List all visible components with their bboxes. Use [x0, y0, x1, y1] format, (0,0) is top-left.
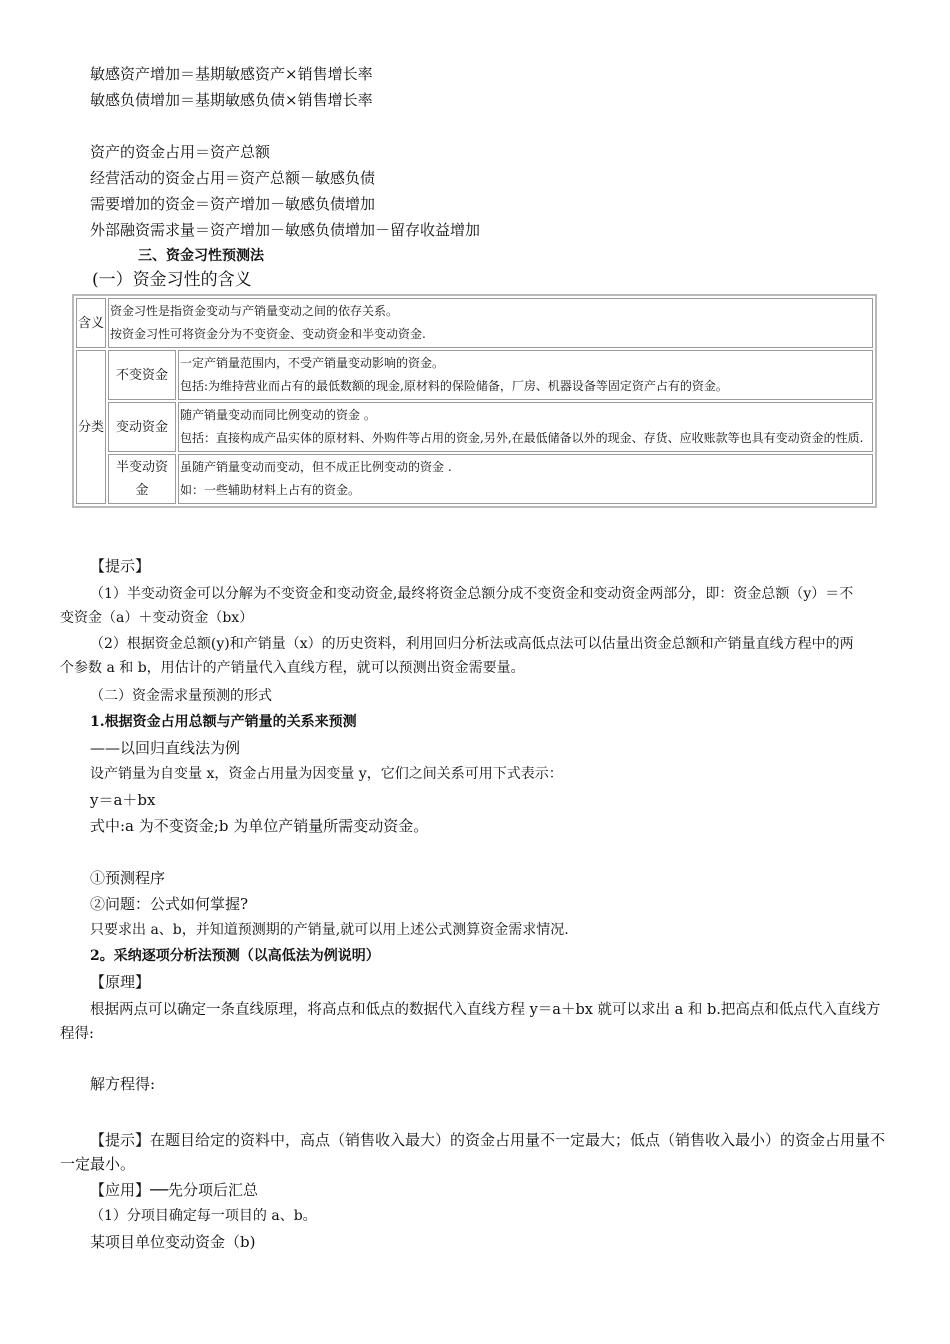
tip-paragraph: （1）半变动资金可以分解为不变资金和变动资金,最终将资金总额分成不变资金和变动资金两部分，即：资金总额（y）＝不变资金（a）＋变动资金（bx） — [60, 586, 854, 626]
text-line: 设产销量为自变量 x，资金占用量为因变量 y，它们之间关系可用下式表示： — [90, 766, 563, 782]
text-line: （1）分项目确定每一项目的 a、b。 — [90, 1208, 317, 1224]
meaning-label: 含义 — [76, 298, 106, 348]
heading: 2。采纳逐项分析法预测（以高低法为例说明） — [90, 948, 380, 964]
row-content — [178, 402, 873, 452]
cell-line: 资金习性是指资金变动与产销量变动之间的依存关系。 — [110, 304, 399, 318]
table-row — [76, 454, 873, 504]
cell-line: 按资金习性可将资金分为不变资金、变动资金和半变动资金. — [110, 327, 426, 341]
text-line: 资产的资金占用＝资产总额 — [90, 143, 271, 161]
text-line: 敏感负债增加＝基期敏感负债×销售增长率 — [90, 91, 373, 109]
definition-table — [72, 294, 877, 508]
text-line: 敏感资产增加＝基期敏感资产×销售增长率 — [90, 65, 373, 83]
row-content — [178, 350, 873, 400]
row-label: 半变动资金 — [108, 454, 176, 504]
row-label: 不变资金 — [108, 350, 176, 400]
text-line: 式中:a 为不变资金;b 为单位产销量所需变动资金。 — [90, 817, 429, 835]
row-label: 变动资金 — [108, 402, 176, 452]
row-content — [178, 454, 873, 504]
text-line: 外部融资需求量＝资产增加－敏感负债增加－留存收益增加 — [90, 221, 481, 239]
text-line: 经营活动的资金占用＝资产总额－敏感负债 — [90, 169, 376, 187]
text-line: 某项目单位变动资金（b) — [90, 1233, 256, 1251]
text-line: ②问题：公式如何掌握? — [90, 895, 249, 913]
meaning-cell — [108, 298, 873, 348]
tip-paragraph: （2）根据资金总额(y)和产销量（x）的历史资料，利用回归分析法或高低点法可以估量出资金总额和产销量直线方程中的两个参数 a 和 b，用估计的产销量代入直线方程，就可以预测出资金需要量。 — [60, 636, 854, 676]
principle-label: 【原理】 — [90, 973, 151, 991]
cell-line: 包括:为维持营业而占有的最低数额的现金,原材料的保险储备，厂房、机器设备等固定资产占有的资金。 — [180, 379, 728, 393]
subsection-title: (一）资金习性的含义 — [92, 270, 252, 290]
text-line: ①预测程序 — [90, 869, 166, 887]
principle-paragraph: 根据两点可以确定一条直线原理，将高点和低点的数据代入直线方程 y＝a＋bx 就可以求出 a 和 b.把高点和低点代入直线方程得: — [60, 1002, 881, 1042]
heading: 1.根据资金占用总额与产销量的关系来预测 — [90, 714, 357, 730]
text-line: 需要增加的资金＝资产增加－敏感负债增加 — [90, 195, 376, 213]
class-label: 分类 — [76, 350, 106, 504]
text-line: 只要求出 a、b，并知道预测期的产销量,就可以用上述公式测算资金需求情况. — [90, 922, 569, 938]
cell-line: 包括：直接构成产品实体的原材料、外购件等占用的资金,另外,在最低储备以外的现金、存货、应收账款等也具有变动资金的性质. — [180, 431, 864, 445]
subsection-title: （二）资金需求量预测的形式 — [90, 688, 272, 704]
cell-line: 如：一些辅助材料上占有的资金。 — [180, 483, 361, 497]
table-row — [76, 350, 873, 400]
cell-line: 虽随产销量变动而变动，但不成正比例变动的资金 . — [180, 460, 452, 474]
section-title: 三、资金习性预测法 — [138, 248, 264, 264]
text-line: ——以回归直线法为例 — [90, 739, 241, 757]
table-row — [76, 402, 873, 452]
cell-line: 一定产销量范围内，不受产销量变动影响的资金。 — [180, 356, 445, 370]
tip-label: 【提示】 — [90, 557, 151, 575]
text-line: 【应用】──先分项后汇总 — [90, 1181, 259, 1199]
cell-line: 随产销量变动而同比例变动的资金 。 — [180, 408, 376, 422]
formula: y＝a＋bx — [90, 791, 156, 809]
text-line: 解方程得: — [90, 1075, 156, 1093]
table-row — [76, 298, 873, 348]
tip-paragraph: 【提示】在题目给定的资料中，高点（销售收入最大）的资金占用量不一定最大；低点（销售收入最小）的资金占用量不一定最小。 — [60, 1131, 886, 1173]
